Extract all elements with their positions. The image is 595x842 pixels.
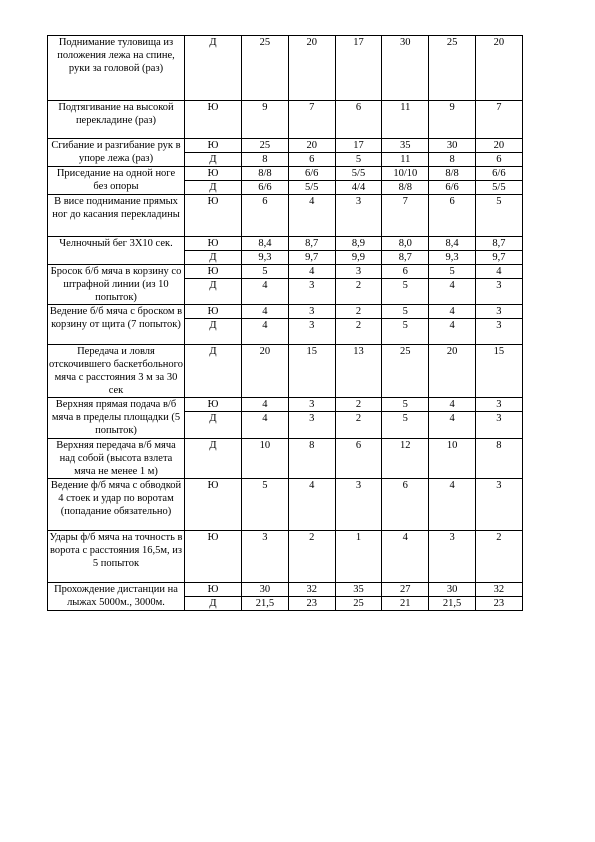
value-cell: 6: [242, 195, 289, 237]
value-cell: 4: [429, 398, 476, 412]
value-cell: 35: [335, 583, 382, 597]
exercise-name-cell: Передача и ловля отскочившего баскетбольного мяча с расстояния 3 м за 30 сек: [49, 346, 183, 396]
value-cell: 5: [382, 279, 429, 305]
value-cell: 32: [475, 583, 522, 597]
value-cell: 3: [475, 319, 522, 345]
group-cell: Д: [185, 597, 242, 611]
value-cell: 6/6: [429, 181, 476, 195]
value-cell: 6: [288, 153, 335, 167]
value-cell: 3: [288, 305, 335, 319]
value-cell: 9: [242, 101, 289, 139]
exercise-name-cell: Прохождение дистанции на лыжах 5000м., 3000м.: [48, 583, 185, 611]
value-cell: 32: [288, 583, 335, 597]
group-cell: Ю: [185, 167, 242, 181]
table-row: [48, 167, 523, 181]
value-cell: 8,0: [382, 237, 429, 251]
value-cell: 4: [429, 412, 476, 439]
exercise-name-cell: Ведение б/б мяча с броском в корзину от щита (7 попыток): [48, 305, 185, 345]
value-cell: 5: [382, 305, 429, 319]
value-cell: 4: [242, 279, 289, 305]
group-cell: Д: [185, 251, 242, 265]
value-cell: 5: [382, 319, 429, 345]
value-cell: 4: [288, 195, 335, 237]
exercise-name-cell: Подтягивание на высокой перекладине (раз): [48, 101, 185, 139]
value-cell: 20: [288, 139, 335, 153]
value-cell: 9,3: [242, 251, 289, 265]
value-cell: 4: [429, 305, 476, 319]
value-cell: 21,5: [242, 597, 289, 611]
value-cell: 4: [288, 265, 335, 279]
group-cell: Ю: [185, 101, 242, 139]
exercise-name-cell: В висе поднимание прямых ног до касания перекладины: [48, 195, 185, 237]
value-cell: 3: [288, 398, 335, 412]
value-cell: 3: [288, 279, 335, 305]
value-cell: 12: [382, 439, 429, 479]
value-cell: 30: [382, 36, 429, 101]
table-row: [48, 139, 523, 153]
table-row: [48, 583, 523, 597]
value-cell: 5: [475, 195, 522, 237]
value-cell: 4: [429, 279, 476, 305]
value-cell: 9,3: [429, 251, 476, 265]
group-cell: Ю: [185, 531, 242, 583]
value-cell: 4: [242, 319, 289, 345]
value-cell: 4: [242, 412, 289, 439]
exercise-name-cell: Ведение ф/б мяча с обводкой 4 стоек и удар по воротам (попадание обязательно): [48, 479, 185, 531]
group-cell: Д: [185, 153, 242, 167]
value-cell: 20: [429, 345, 476, 398]
group-cell: Д: [185, 412, 242, 439]
value-cell: 30: [429, 583, 476, 597]
value-cell: 8/8: [382, 181, 429, 195]
exercise-name-cell: Верхняя прямая подача в/б мяча в пределы площадки (5 попыток): [48, 398, 185, 439]
value-cell: 3: [429, 531, 476, 583]
value-cell: 11: [382, 101, 429, 139]
value-cell: 15: [475, 345, 522, 398]
standards-table: [47, 35, 523, 611]
value-cell: 35: [382, 139, 429, 153]
table-row: [48, 479, 523, 531]
value-cell: 5/5: [335, 167, 382, 181]
value-cell: 8,7: [475, 237, 522, 251]
table-row: [48, 439, 523, 479]
table-row: [48, 101, 523, 139]
value-cell: 8/8: [242, 167, 289, 181]
value-cell: 20: [242, 345, 289, 398]
value-cell: 3: [475, 279, 522, 305]
value-cell: 3: [335, 195, 382, 237]
value-cell: 3: [288, 412, 335, 439]
group-cell: Д: [185, 36, 242, 101]
group-cell: Ю: [185, 237, 242, 251]
value-cell: 15: [288, 345, 335, 398]
value-cell: 25: [242, 139, 289, 153]
value-cell: 2: [335, 319, 382, 345]
value-cell: 1: [335, 531, 382, 583]
group-cell: Д: [185, 439, 242, 479]
value-cell: 25: [242, 36, 289, 101]
group-cell: Ю: [185, 583, 242, 597]
value-cell: 8,7: [288, 237, 335, 251]
value-cell: 8: [288, 439, 335, 479]
group-cell: Д: [185, 345, 242, 398]
value-cell: 2: [335, 305, 382, 319]
value-cell: 11: [382, 153, 429, 167]
value-cell: 3: [475, 305, 522, 319]
value-cell: 4: [242, 305, 289, 319]
value-cell: 5: [335, 153, 382, 167]
group-cell: Ю: [185, 265, 242, 279]
value-cell: 25: [382, 345, 429, 398]
value-cell: 8,4: [429, 237, 476, 251]
value-cell: 4/4: [335, 181, 382, 195]
value-cell: 3: [242, 531, 289, 583]
value-cell: 20: [475, 36, 522, 101]
value-cell: 5: [242, 479, 289, 531]
value-cell: 8,9: [335, 237, 382, 251]
table-row: [48, 265, 523, 279]
value-cell: 20: [475, 139, 522, 153]
group-cell: Ю: [185, 479, 242, 531]
value-cell: 23: [288, 597, 335, 611]
value-cell: 8,7: [382, 251, 429, 265]
value-cell: 5: [429, 265, 476, 279]
value-cell: 10/10: [382, 167, 429, 181]
value-cell: 8,4: [242, 237, 289, 251]
value-cell: 17: [335, 139, 382, 153]
value-cell: 2: [475, 531, 522, 583]
value-cell: 2: [335, 398, 382, 412]
value-cell: 6/6: [475, 167, 522, 181]
value-cell: 4: [429, 479, 476, 531]
value-cell: 5/5: [475, 181, 522, 195]
value-cell: 6: [382, 265, 429, 279]
value-cell: 21,5: [429, 597, 476, 611]
value-cell: 7: [382, 195, 429, 237]
value-cell: 3: [475, 479, 522, 531]
value-cell: 2: [288, 531, 335, 583]
value-cell: 5: [242, 265, 289, 279]
table-row: [48, 305, 523, 319]
value-cell: 4: [429, 319, 476, 345]
value-cell: 8: [475, 439, 522, 479]
group-cell: Д: [185, 279, 242, 305]
exercise-name-cell: Сгибание и разгибание рук в упоре лежа (раз): [48, 139, 185, 167]
value-cell: 6: [429, 195, 476, 237]
value-cell: 7: [475, 101, 522, 139]
value-cell: 6/6: [288, 167, 335, 181]
value-cell: 8: [242, 153, 289, 167]
value-cell: 6/6: [242, 181, 289, 195]
value-cell: 2: [335, 412, 382, 439]
value-cell: 25: [335, 597, 382, 611]
exercise-name-cell: Приседание на одной ноге без опоры: [48, 167, 185, 195]
value-cell: 9,7: [475, 251, 522, 265]
value-cell: 21: [382, 597, 429, 611]
value-cell: 3: [475, 412, 522, 439]
value-cell: 9,7: [288, 251, 335, 265]
value-cell: 6: [382, 479, 429, 531]
group-cell: Ю: [185, 139, 242, 153]
value-cell: 13: [335, 345, 382, 398]
table-row: [48, 36, 523, 101]
value-cell: 5: [382, 412, 429, 439]
value-cell: 30: [242, 583, 289, 597]
value-cell: 4: [382, 531, 429, 583]
value-cell: 9: [429, 101, 476, 139]
value-cell: 6: [335, 101, 382, 139]
table-row: [48, 398, 523, 412]
value-cell: 8: [429, 153, 476, 167]
group-cell: Д: [185, 181, 242, 195]
value-cell: 7: [288, 101, 335, 139]
exercise-name-cell: Челночный бег 3Х10 сек.: [48, 237, 185, 265]
value-cell: 27: [382, 583, 429, 597]
group-cell: Ю: [185, 195, 242, 237]
value-cell: 25: [429, 36, 476, 101]
value-cell: 3: [335, 265, 382, 279]
table-row: [48, 345, 523, 398]
value-cell: 9,9: [335, 251, 382, 265]
value-cell: 17: [335, 36, 382, 101]
table-row: [48, 531, 523, 583]
value-cell: 3: [475, 398, 522, 412]
value-cell: 5/5: [288, 181, 335, 195]
value-cell: 3: [288, 319, 335, 345]
value-cell: 4: [242, 398, 289, 412]
exercise-name-cell: Удары ф/б мяча на точность в ворота с расстояния 16,5м, из 5 попыток: [48, 531, 185, 583]
table-row: [48, 237, 523, 251]
value-cell: 30: [429, 139, 476, 153]
value-cell: 8/8: [429, 167, 476, 181]
value-cell: 23: [475, 597, 522, 611]
group-cell: Ю: [185, 305, 242, 319]
value-cell: 3: [335, 479, 382, 531]
value-cell: 20: [288, 36, 335, 101]
exercise-name-cell: Поднимание туловища из положения лежа на спине, руки за головой (раз): [48, 36, 185, 101]
standards-table-body: [48, 36, 523, 611]
value-cell: 6: [475, 153, 522, 167]
value-cell: 5: [382, 398, 429, 412]
exercise-name-cell: Бросок б/б мяча в корзину со штрафной линии (из 10 попыток): [48, 265, 185, 305]
exercise-name-cell: Верхняя передача в/б мяча над собой (высота взлета мяча не менее 1 м): [48, 439, 185, 479]
value-cell: 10: [242, 439, 289, 479]
value-cell: 2: [335, 279, 382, 305]
value-cell: 4: [475, 265, 522, 279]
group-cell: Д: [185, 319, 242, 345]
value-cell: 6: [335, 439, 382, 479]
value-cell: 4: [288, 479, 335, 531]
table-row: [48, 195, 523, 237]
group-cell: Ю: [185, 398, 242, 412]
value-cell: 10: [429, 439, 476, 479]
